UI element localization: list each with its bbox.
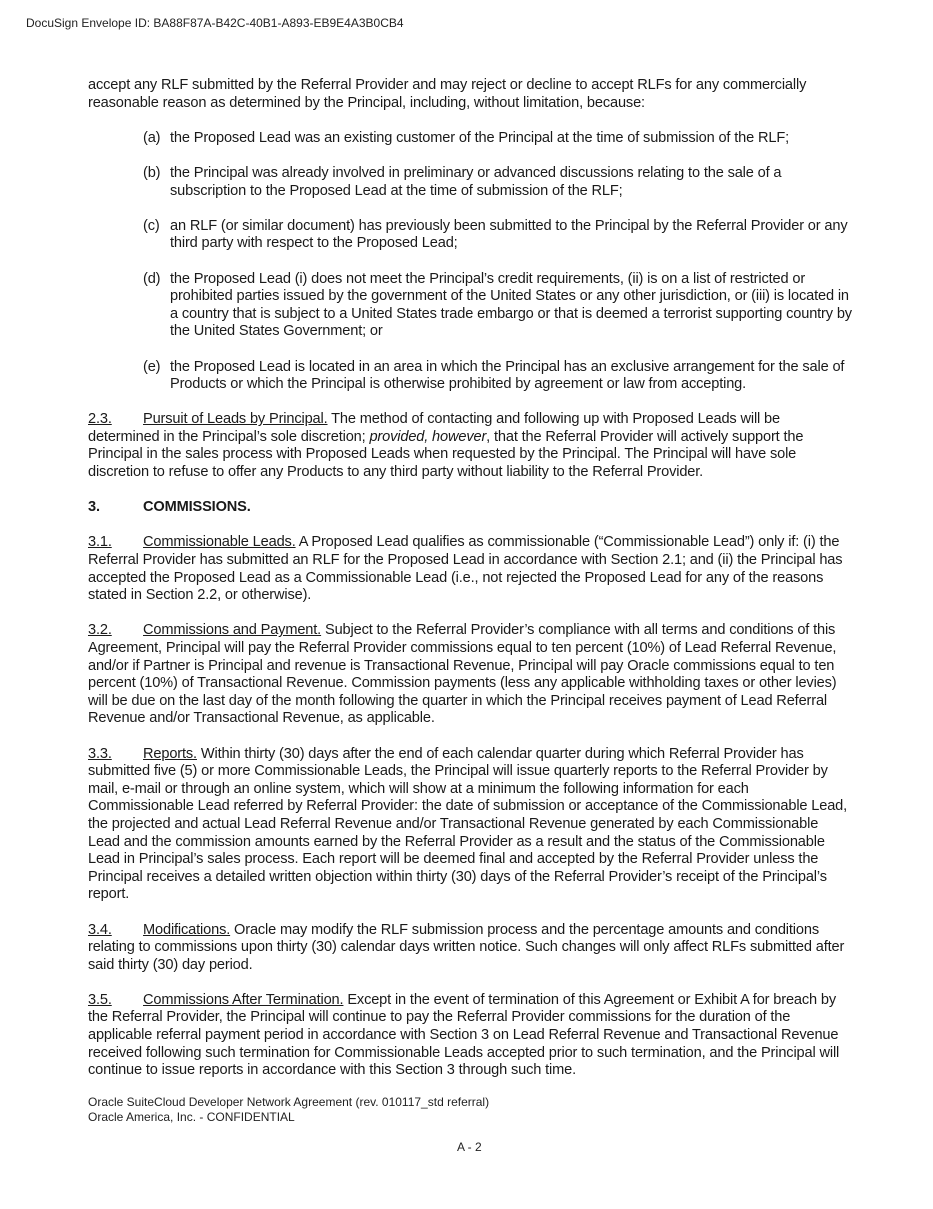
list-item-label: (e) [143, 358, 161, 375]
section-title: Commissions After Termination. [143, 991, 344, 1008]
section-title: Commissionable Leads. [143, 534, 296, 551]
heading-number: 3. [88, 499, 100, 516]
rejection-reasons-list [88, 130, 853, 394]
list-item [143, 130, 853, 148]
section-text-italic: provided, however [369, 428, 487, 445]
section-title: Commissions and Payment. [143, 622, 322, 639]
intro-paragraph: accept any RLF submitted by the Referral Provider and may reject or decline to accept RLFs for any commercially reasonable reason as determined by the Principal, including, without limitation, because: [88, 77, 807, 111]
list-item-text: the Proposed Lead is located in an area in which the Principal has an exclusive arrangement for the sale of Products or which the Principal is otherwise prohibited by agreement or law from accepting. [170, 358, 845, 393]
page-footer [88, 1095, 489, 1124]
section-3-2 [88, 622, 853, 728]
page-number: A - 2 [457, 1140, 482, 1154]
section-3-1 [88, 534, 853, 604]
list-item-text: the Proposed Lead (i) does not meet the Principal’s credit requirements, (ii) is on a list of restricted or prohibited parties issued by the government of the United States or any other jurisdiction, or (iii) is located in a country that is subject to a United States trade embargo or that is deemed a terrorist supporting country by the United States Government; or [170, 270, 852, 340]
section-text: A Proposed Lead qualifies as commissionable (“Commissionable Lead”) only if: (i) the Referral Provider has submitted an RLF for the Proposed Lead in accordance with Section 2.1; and (ii) the Principal has accepted the Proposed Lead as a Commissionable Lead (i.e., not rejected the Proposed Lead for any of the reasons stated in Section 2.2, or otherwise). [88, 534, 843, 604]
section-text: Subject to the Referral Provider’s compliance with all terms and conditions of this Agreement, Principal will pay the Referral Provider commissions equal to ten percent (10%) of Lead Referral Revenue, and/or if Partner is Principal and revenue is Transactional Revenue, Principal will pay Oracle commissions equal to ten percent (10%) of Transactional Revenue. Commission payments (less any applicable withholding taxes or other levies) will be due on the last day of the month following the quarter in which the Principal receives payment of Lead Referral Revenue and/or Transactional Revenue, as applicable. [88, 622, 837, 727]
list-item-label: (c) [143, 217, 160, 234]
list-item [143, 218, 853, 253]
section-number: 2.3. [88, 411, 112, 428]
list-item [143, 271, 853, 341]
section-text: Oracle may modify the RLF submission process and the percentage amounts and conditions relating to commissions upon thirty (30) calendar days written notice. Such changes will only affect RLFs submitted after said thirty (30) day period. [88, 921, 845, 973]
section-3-4 [88, 922, 853, 975]
list-item-text: the Principal was already involved in preliminary or advanced discussions relating to the sale of a subscription to the Proposed Lead at the time of submission of the RLF; [170, 164, 782, 199]
section-text: Within thirty (30) days after the end of each calendar quarter during which Referral Provider has submitted five (5) or more Commissionable Leads, the Principal will issue quarterly reports to the Referral Provider by mail, e-mail or through an online system, which will show at a minimum the following information for each Commissionable Lead referred by Referral Provider: the date of submission or acceptance of the Commissionable Lead, the projected and actual Lead Referral Revenue and/or Transactional Revenue generated by each Commissionable Lead and the commission amounts earned by the Referral Provider as a result and the status of the Commissionable Lead in Principal’s sales process. Each report will be deemed final and accepted by the Referral Provider unless the Principal receives a detailed written objection within thirty (30) days of the Referral Provider’s receipt of the Principal’s report. [88, 745, 848, 903]
heading-title: COMMISSIONS. [143, 499, 251, 516]
section-text: , that the Referral Provider will actively support the Principal in the sales process with Proposed Leads when requested by the Principal. The Principal will have sole discretion to refuse to offer any Products to any third party without liability to the Referral Provider. [88, 428, 804, 481]
section-number: 3.4. [88, 921, 112, 938]
envelope-id: DocuSign Envelope ID: BA88F87A-B42C-40B1-A893-EB9E4A3B0CB4 [26, 16, 404, 30]
document-body [88, 77, 853, 1097]
list-item-text: an RLF (or similar document) has previously been submitted to the Principal by the Referral Provider or any third party with respect to the Proposed Lead; [170, 217, 848, 252]
list-item-label: (b) [143, 164, 161, 181]
section-3-5 [88, 992, 853, 1080]
section-text: Except in the event of termination of this Agreement or Exhibit A for breach by the Referral Provider, the Principal will continue to pay the Referral Provider commissions for the duration of the applicable referral payment period in accordance with Section 3 on Lead Referral Revenue and Transactional Revenue received following such termination for Commissionable Leads accepted prior to such termination, and the Principal will continue to issue reports in accordance with this Section 3 through such time. [88, 991, 840, 1079]
list-item-label: (a) [143, 129, 161, 146]
section-text: The method of contacting and following up with Proposed Leads will be determined in the Principal’s sole discretion; [88, 411, 780, 445]
list-item-text: the Proposed Lead was an existing customer of the Principal at the time of submission of the RLF; [170, 129, 789, 146]
footer-agreement-name: Oracle SuiteCloud Developer Network Agreement (rev. 010117_std referral) [88, 1095, 490, 1109]
section-heading-3 [88, 499, 853, 517]
section-number: 3.1. [88, 534, 112, 551]
section-title: Modifications. [143, 921, 231, 938]
section-2-3 [88, 411, 853, 481]
section-number: 3.2. [88, 622, 112, 639]
list-item [143, 165, 853, 200]
section-3-3 [88, 746, 853, 904]
section-title: Pursuit of Leads by Principal. [143, 411, 328, 428]
list-item [143, 359, 853, 394]
section-number: 3.5. [88, 991, 112, 1008]
list-item-label: (d) [143, 270, 161, 287]
section-number: 3.3. [88, 745, 112, 762]
section-title: Reports. [143, 745, 197, 762]
footer-confidential: Oracle America, Inc. - CONFIDENTIAL [88, 1109, 295, 1124]
